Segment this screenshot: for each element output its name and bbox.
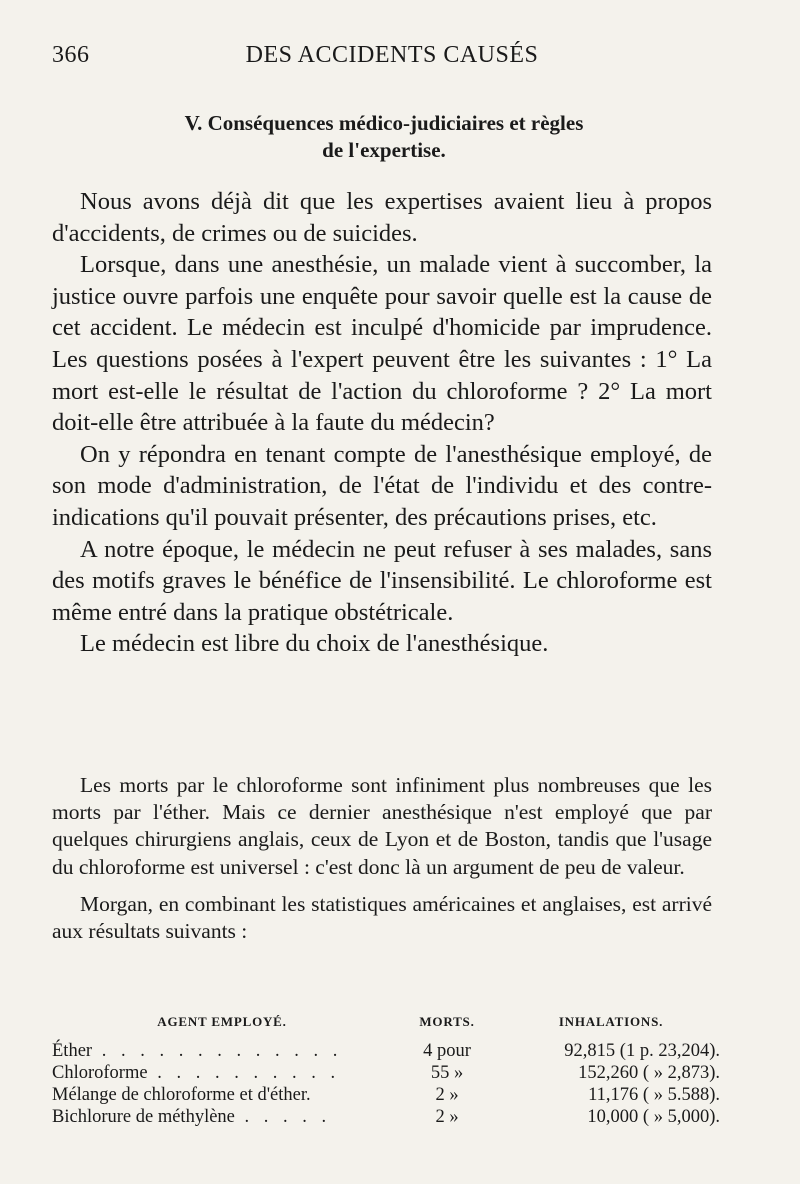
cell-inhalations: 152,260 ( » 2,873). <box>578 1063 720 1083</box>
leader-dots: . . . . . <box>234 1107 332 1127</box>
cell-agent: Mélange de chloroforme et d'éther. <box>52 1085 311 1105</box>
leader-dots: . . . . . . . . . . . . . <box>92 1041 343 1061</box>
column-header-inhalations: INHALATIONS. <box>558 1014 664 1029</box>
statistics-table <box>52 1014 720 1128</box>
section-heading-line2: de l'expertise. <box>322 138 446 162</box>
section-heading <box>52 110 716 164</box>
note-text <box>52 772 712 945</box>
column-header-agent: AGENT EMPLOYÉ. <box>157 1014 287 1029</box>
cell-morts: 55 » <box>430 1063 464 1083</box>
running-title: DES ACCIDENTS CAUSÉS <box>245 42 539 68</box>
cell-morts: 2 » <box>435 1107 459 1127</box>
cell-inhalations: 11,176 ( » 5.588). <box>588 1085 720 1105</box>
cell-morts: 4 pour <box>423 1041 471 1061</box>
table-row <box>52 1040 720 1062</box>
leader-dots: . . . . . . . . . . <box>147 1063 341 1083</box>
cell-agent: Bichlorure de méthylène <box>52 1107 235 1127</box>
section-heading-line1: V. Conséquences médico-judiciaires et règles <box>184 111 584 135</box>
column-header-morts: MORTS. <box>419 1014 475 1029</box>
paragraph: A notre époque, le médecin ne peut refuser à ses malades, sans des motifs graves le bénéfice de l'insensibilité. Le chloroforme est même entré dans la pratique obstétricale. <box>52 535 712 626</box>
paragraph: Nous avons déjà dit que les expertises avaient lieu à propos d'accidents, de crimes ou de suicides. <box>52 188 712 247</box>
cell-agent: Éther <box>52 1041 93 1061</box>
main-text <box>52 186 712 660</box>
table-header-row <box>52 1014 720 1040</box>
paragraph: Le médecin est libre du choix de l'anesthésique. <box>80 630 549 658</box>
table-row <box>52 1084 720 1106</box>
paragraph: Lorsque, dans une anesthésie, un malade vient à succomber, la justice ouvre parfois une enquête pour savoir quelle est la cause de cet accident. Le médecin est inculpé d'homicide par imprudence. Les questions posées à l'expert peuvent être les suivantes : 1° La mort est-elle le résultat de l'action du chloroforme ? 2° La mort doit-elle être attribuée à la faute du médecin? <box>52 251 712 437</box>
page-header <box>52 42 732 72</box>
cell-agent: Chloroforme <box>52 1063 148 1083</box>
cell-inhalations: 10,000 ( » 5,000). <box>587 1107 720 1127</box>
table-row <box>52 1106 720 1128</box>
paragraph: Les morts par le chloroforme sont infiniment plus nombreuses que les morts par l'éther. Mais ce dernier anesthésique n'est employé que par quelques chirurgiens anglais, ceux de Lyon et de Boston, tandis que l'usage du chloroforme est universel : c'est donc là un argument de peu de valeur. <box>52 773 712 879</box>
cell-inhalations: 92,815 (1 p. 23,204). <box>564 1041 720 1061</box>
page-number: 366 <box>52 42 90 68</box>
cell-morts: 2 » <box>435 1085 459 1105</box>
paragraph: On y répondra en tenant compte de l'anesthésique employé, de son mode d'administration, de l'état de l'individu et des contre-indications qu'il pouvait présenter, des précautions prises, etc. <box>52 440 712 531</box>
paragraph: Morgan, en combinant les statistiques américaines et anglaises, est arrivé aux résultats suivants : <box>52 891 712 944</box>
table-row <box>52 1062 720 1084</box>
